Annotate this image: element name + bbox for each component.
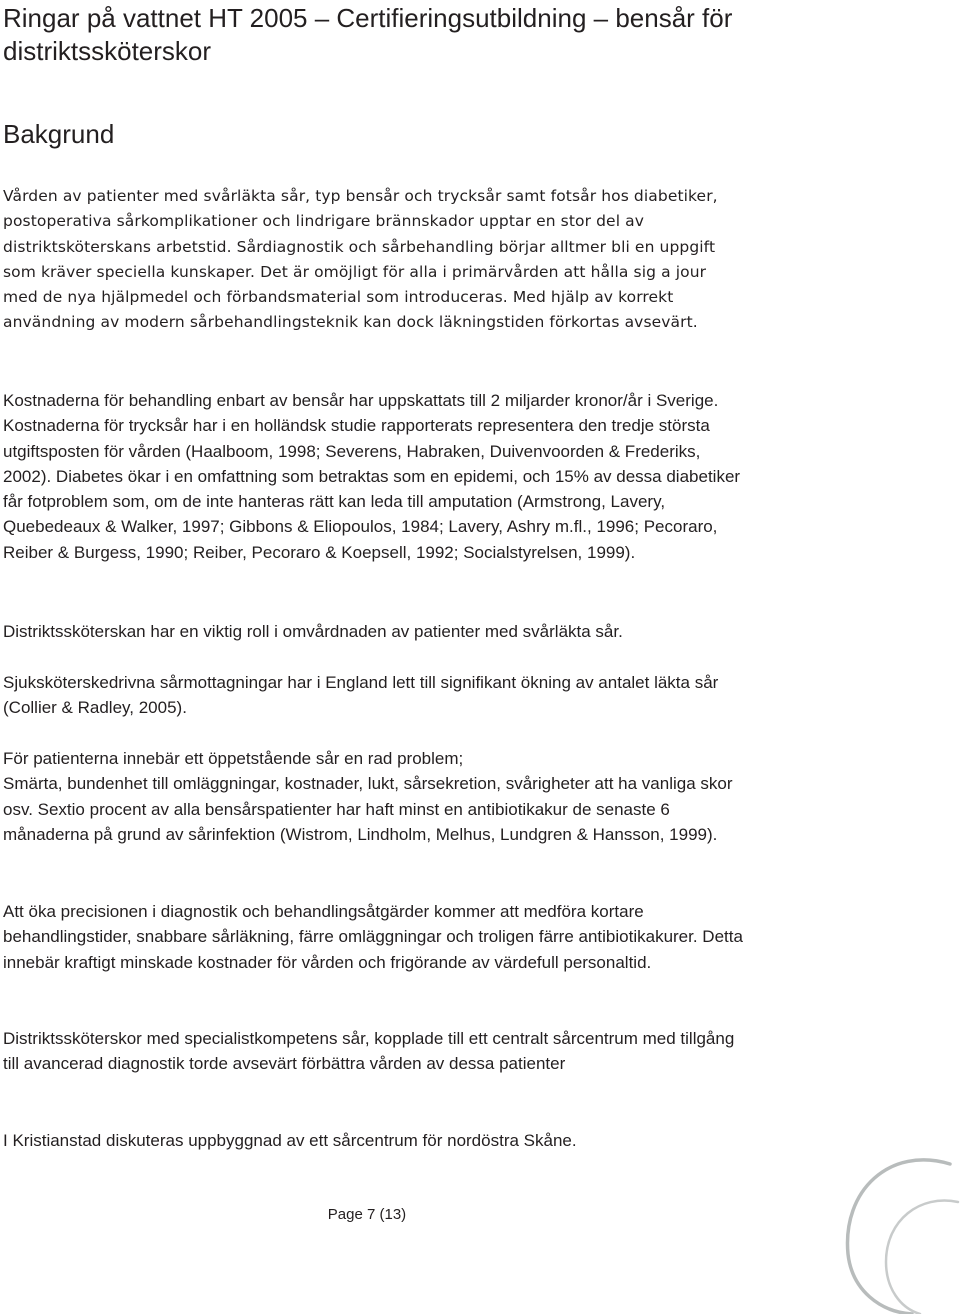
paragraph-6: Att öka precisionen i diagnostik och behandlingsåtgärder kommer att medföra kortare behandlingstider, snabbare sårläkning, färre omläggningar och troligen färre antibiotikakurer. Detta innebär kraftigt minskade kostnader för vården och frigörande av värdefull personaltid. xyxy=(3,902,743,972)
paragraph-5: För patienterna innebär ett öppetstående sår en rad problem; Smärta, bundenhet till omläggningar, kostnader, lukt, sårsekretion, svårigheter att ha vanliga skor osv. Sextio procent av alla bensårspatienter har haft minst en antibiotikakur de senaste 6 månaderna på grund av sårinfektion (Wistrom, Lindholm, Melhus, Lundgren & Hansson, 1999). xyxy=(3,749,733,844)
paragraph-3: Distriktssköterskan har en viktig roll i omvårdnaden av patienter med svårläkta sår. xyxy=(3,622,623,641)
paragraph-7: Distriktssköterskor med specialistkompetens sår, kopplade till ett centralt sårcentrum med tillgång till avancerad diagnostik torde avsevärt förbättra vården av dessa patienter xyxy=(3,1029,735,1074)
paragraph-4: Sjuksköterskedrivna sårmottagningar har i England lett till signifikant ökning av antalet läkta sår (Collier & Radley, 2005). xyxy=(3,673,719,718)
paragraph-1: Vården av patienter med svårläkta sår, typ bensår och trycksår samt fotsår hos diabetiker, postoperativa sårkomplikationer och lindrigare brännskador upptar en stor del av distriktsköterskans arbetstid. Sårdiagnostik och sårbehandling börjar alltmer bli en uppgift som kräver speciella kunskaper. Det är omöjligt för alla i primärvården att hålla sig a jour med de nya hjälpmedel och förbandsmaterial som introduceras. Med hjälp av korrekt användning av modern sårbehandlingsteknik kan dock läkningstiden förkortas avsevärt. xyxy=(3,187,718,332)
page-number-footer: Page 7 (13) xyxy=(327,1206,407,1223)
document-title: Ringar på vattnet HT 2005 – Certifieringsutbildning – bensår för distriktssköterskor xyxy=(3,3,733,66)
paragraph-8: I Kristianstad diskuteras uppbyggnad av ett sårcentrum för nordöstra Skåne. xyxy=(3,1131,577,1150)
paragraph-2: Kostnaderna för behandling enbart av bensår har uppskattats till 2 miljarder kronor/år i Sverige. Kostnaderna för trycksår har i en holländsk studie rapporterats representera den tredje största utgiftsposten för vården (Haalboom, 1998; Severens, Habraken, Duivenvoorden & Frederiks, 2002). Diabetes ökar i en omfattning som betraktas som en epidemi, och 15% av dessa diabetiker får fotproblem som, om de inte hanteras rätt kan leda till amputation (Armstrong, Lavery, Quebedeaux & Walker, 1997; Gibbons & Eliopoulos, 1984; Lavery, Ashry m.fl., 1996; Pecoraro, Reiber & Burgess, 1990; Reiber, Pecoraro & Koepsell, 1992; Socialstyrelsen, 1999). xyxy=(3,391,741,562)
section-heading: Bakgrund xyxy=(3,119,115,149)
swirl-logo-icon xyxy=(820,1150,960,1314)
